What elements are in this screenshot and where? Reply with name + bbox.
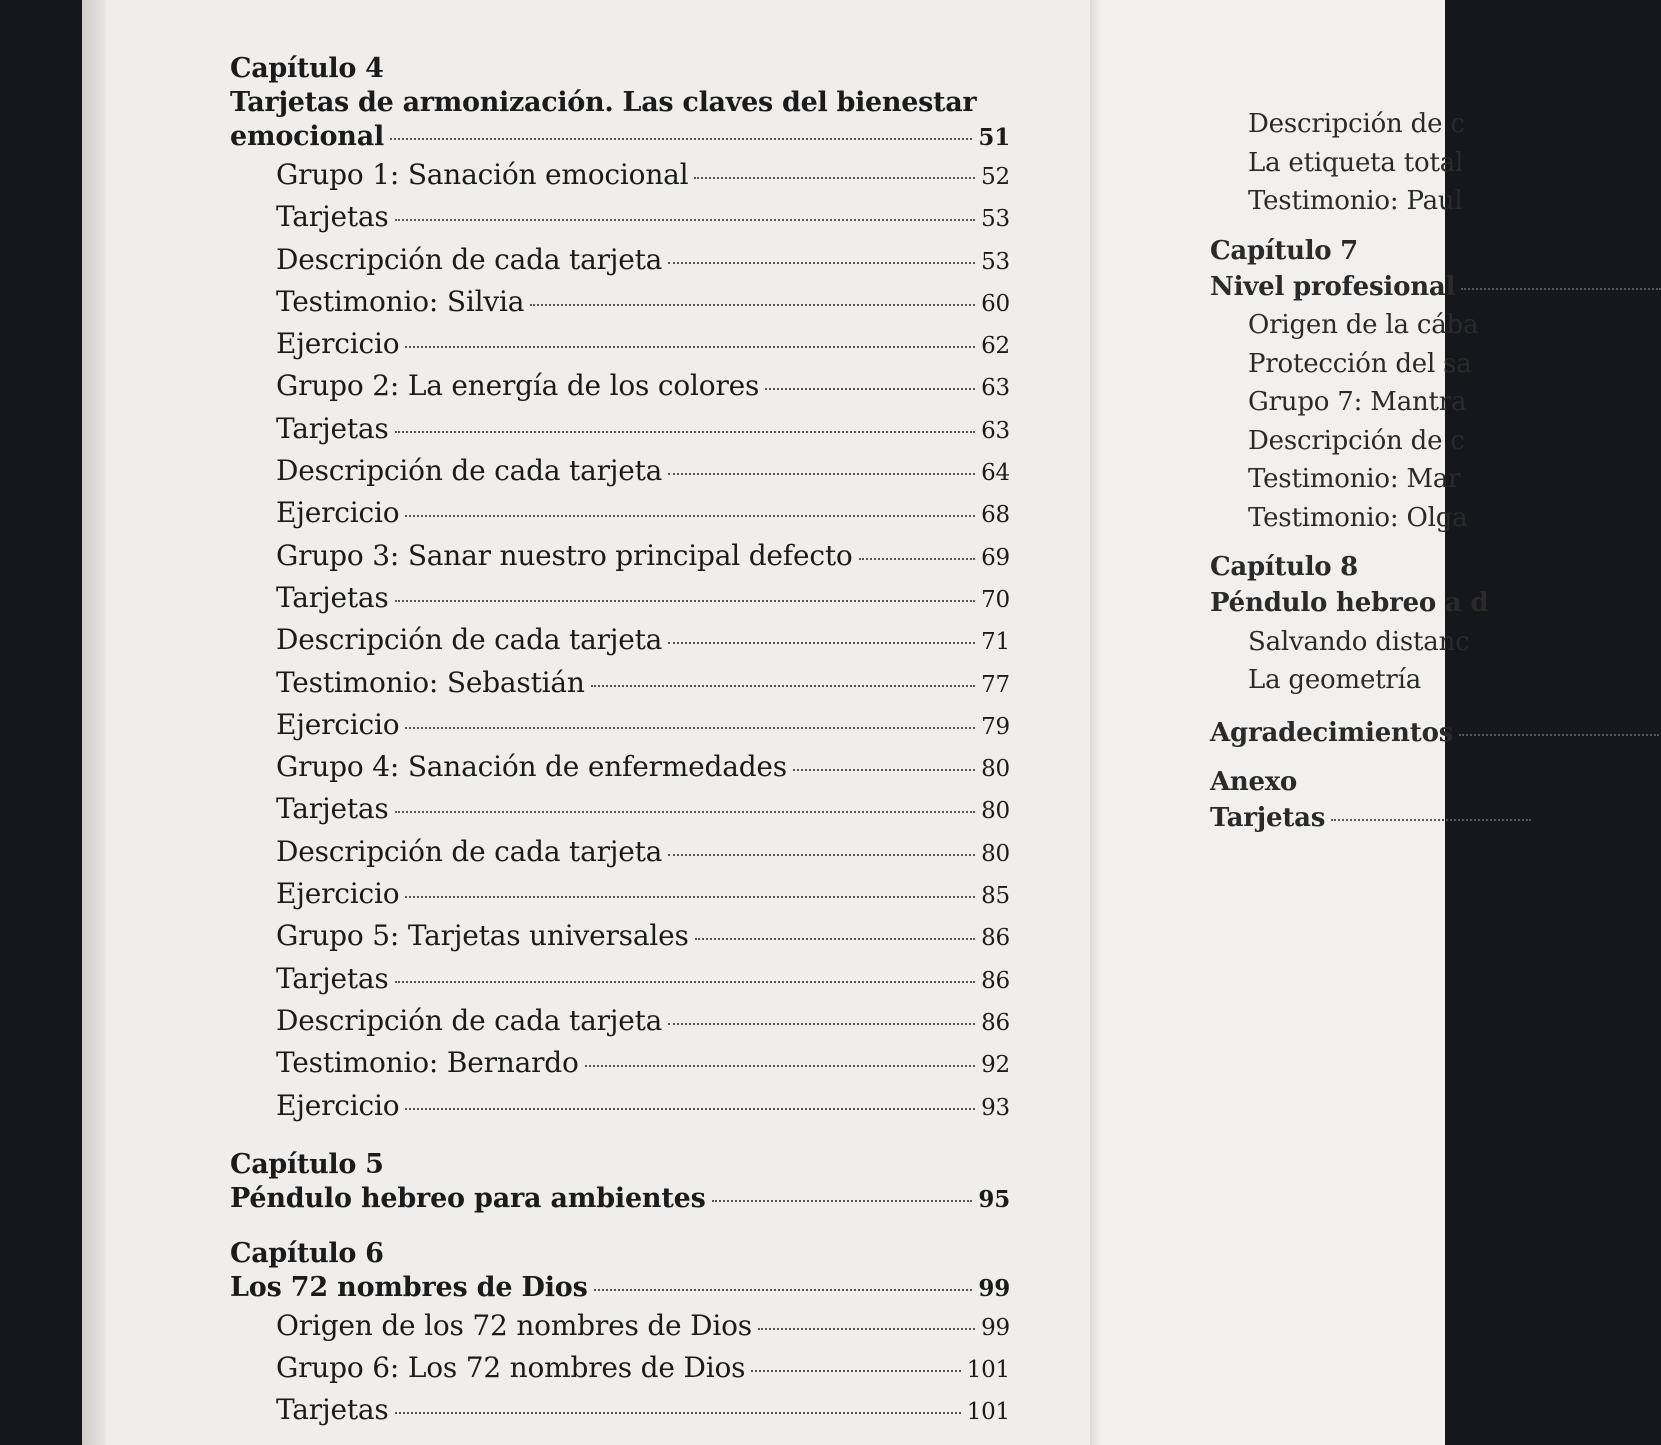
chapter-7-title: Nivel profesional <box>1210 271 1456 302</box>
toc-entry-title: Tarjetas <box>276 580 389 614</box>
toc-entry <box>230 409 1010 451</box>
page-edge-shadow <box>82 0 106 1445</box>
toc-entry-title: Grupo 1: Sanación emocional <box>276 158 689 191</box>
toc-entry <box>1210 623 1510 662</box>
toc-entry-title: Descripción de cada tarjeta <box>276 1003 663 1037</box>
dot-leader <box>712 1200 973 1202</box>
toc-entry-title: Tarjetas <box>276 961 389 995</box>
page-number: 86 <box>981 1009 1010 1036</box>
toc-entry <box>230 747 1010 789</box>
annex-title-row <box>1210 799 1510 838</box>
toc-entry-title: Descripción de cada tarjeta <box>276 834 663 868</box>
toc-entry <box>230 1306 1010 1348</box>
toc-entry <box>1210 345 1510 384</box>
book-gutter <box>1090 0 1102 1445</box>
page-number: 80 <box>981 840 1010 867</box>
toc-entry <box>1210 105 1510 144</box>
toc-entry-title: Ejercicio <box>276 1088 400 1122</box>
dot-leader <box>405 346 975 348</box>
toc-entry <box>230 493 1010 535</box>
toc-entry-title: Descripción de cada tarjeta <box>276 242 663 276</box>
toc-entry-title: Ejercicio <box>276 496 400 530</box>
page-number: 92 <box>981 1052 1010 1079</box>
toc-entry <box>230 1001 1010 1043</box>
toc-entry-title: Salvando distanc <box>1248 626 1470 657</box>
page-number: 99 <box>981 1314 1010 1341</box>
page-number: 62 <box>981 333 1010 360</box>
toc-entry <box>230 536 1010 578</box>
toc-entry <box>230 874 1010 916</box>
annex-title: Tarjetas <box>1210 803 1326 833</box>
annex-number: Anexo <box>1210 767 1297 797</box>
toc-entry-title: Descripción de cada tarjeta <box>276 623 663 657</box>
chapter-5-title-row <box>230 1182 1010 1217</box>
toc-entry <box>230 155 1010 197</box>
page-number: 86 <box>981 925 1010 952</box>
toc-entry <box>230 832 1010 874</box>
dot-leader <box>591 685 975 687</box>
toc-entry <box>230 620 1010 662</box>
toc-entry-title: Descripción de cada tarjeta <box>276 454 663 488</box>
chapter-7-number: Capítulo 7 <box>1210 235 1358 266</box>
dot-leader <box>390 138 972 140</box>
toc-entry <box>230 451 1010 493</box>
page-number: 101 <box>966 1399 1010 1426</box>
page-number: 80 <box>981 756 1010 783</box>
dot-leader <box>1459 734 1659 736</box>
chapter-4-title-row <box>230 120 1010 155</box>
acknowledgements-row <box>1210 714 1510 753</box>
dot-leader <box>395 811 976 813</box>
toc-entry <box>1210 661 1510 700</box>
toc-entry-title: Tarjetas <box>276 200 389 234</box>
toc-entry-title: Grupo 6: Los 72 nombres de Dios <box>276 1351 746 1385</box>
toc-entry <box>230 324 1010 366</box>
dot-leader <box>1461 288 1661 290</box>
page-number: 86 <box>981 967 1010 994</box>
toc-entry <box>1210 144 1510 183</box>
toc-entry-title: Testimonio: Olga <box>1248 502 1468 533</box>
dot-leader <box>668 642 975 644</box>
dot-leader <box>1331 819 1531 821</box>
dot-leader <box>395 431 976 433</box>
toc-entry-title: La geometría <box>1248 665 1422 695</box>
page-number: 63 <box>981 417 1010 444</box>
toc-entry <box>230 578 1010 620</box>
chapter-6-title-row <box>230 1271 1010 1306</box>
toc-entry-title: Origen de los 72 nombres de Dios <box>276 1308 752 1342</box>
toc-entry <box>1210 460 1510 499</box>
page-number: 101 <box>966 1357 1010 1384</box>
page-number: 52 <box>981 164 1010 190</box>
toc-entry-title: Tarjetas <box>276 792 389 826</box>
dot-leader <box>793 769 975 771</box>
toc-entry-title: Ejercicio <box>276 707 400 741</box>
dot-leader <box>765 388 975 390</box>
toc-entry <box>230 789 1010 831</box>
page-number: 79 <box>981 713 1010 740</box>
toc-entry <box>1210 306 1510 345</box>
chapter-4-number: Capítulo 4 <box>230 53 384 84</box>
toc-entry <box>230 705 1010 747</box>
dot-leader <box>585 1065 975 1067</box>
page-number: 60 <box>981 290 1010 317</box>
chapter-8-title-row <box>1210 584 1510 623</box>
dot-leader <box>668 854 975 856</box>
toc-entry-title: Descripción de c <box>1248 425 1465 456</box>
toc-entry <box>230 1390 1010 1432</box>
toc-entry <box>1210 499 1510 538</box>
toc-entry <box>230 663 1010 705</box>
page-number: 85 <box>981 883 1010 910</box>
acknowledgements-title: Agradecimientos <box>1210 717 1454 748</box>
dot-leader <box>395 1412 961 1414</box>
toc-entry-title: Grupo 2: La energía de los colores <box>276 369 760 403</box>
dot-leader <box>758 1328 975 1330</box>
page-number: 51 <box>978 124 1010 151</box>
toc-entry <box>230 282 1010 324</box>
toc-entry <box>230 366 1010 408</box>
dot-leader <box>395 981 976 983</box>
page-number: 71 <box>981 629 1010 656</box>
page-number: 93 <box>981 1094 1010 1121</box>
toc-entry-title: Grupo 3: Sanar nuestro principal defecto <box>276 538 853 572</box>
toc-entry-title: Origen de la cába <box>1248 310 1479 340</box>
dot-leader <box>405 1108 975 1110</box>
toc-entry-title: Descripción de c <box>1248 109 1465 139</box>
table-of-contents-left <box>230 52 1010 1433</box>
toc-entry-title: Testimonio: Bernardo <box>276 1046 579 1080</box>
toc-entry-title: Protección del sa <box>1248 348 1472 379</box>
dot-leader <box>405 515 975 517</box>
toc-entry-title: Grupo 4: Sanación de enfermedades <box>276 750 787 784</box>
dot-leader <box>668 473 975 475</box>
dot-leader <box>694 177 975 179</box>
toc-entry <box>230 916 1010 958</box>
toc-entry-title: Ejercicio <box>276 327 400 361</box>
page-number: 63 <box>981 375 1010 402</box>
toc-entry-title: Grupo 5: Tarjetas universales <box>276 919 689 953</box>
chapter-7-title-row <box>1210 268 1510 307</box>
dot-leader <box>405 727 975 729</box>
toc-entry <box>230 240 1010 282</box>
page-number: 80 <box>981 798 1010 825</box>
dot-leader <box>695 938 976 940</box>
chapter-8-number: Capítulo 8 <box>1210 552 1358 582</box>
chapter-8-title: Péndulo hebreo a d <box>1210 588 1489 618</box>
toc-entry <box>230 1043 1010 1085</box>
toc-entry <box>230 1348 1010 1390</box>
page-number: 53 <box>981 206 1010 233</box>
chapter-5-number: Capítulo 5 <box>230 1148 384 1180</box>
page-number: 77 <box>981 671 1010 698</box>
chapter-6-number: Capítulo 6 <box>230 1237 384 1269</box>
dot-leader <box>594 1289 973 1291</box>
toc-entry-title: Tarjetas <box>276 411 389 445</box>
toc-entry <box>230 1086 1010 1128</box>
toc-entry <box>230 197 1010 239</box>
dot-leader <box>395 600 976 602</box>
toc-entry-title: Testimonio: Silvia <box>276 284 525 318</box>
table-of-contents-right <box>1210 105 1510 838</box>
dot-leader <box>859 558 976 560</box>
page-number: 99 <box>978 1274 1010 1302</box>
toc-entry <box>1210 182 1510 221</box>
chapter-4-title-line2: emocional <box>230 121 385 152</box>
toc-entry-title: Grupo 7: Mantra <box>1248 387 1467 417</box>
chapter-6-title: Los 72 nombres de Dios <box>230 1271 588 1303</box>
toc-entry-title: Tarjetas <box>276 1393 389 1427</box>
dot-leader <box>530 304 975 306</box>
page-number: 95 <box>978 1185 1010 1213</box>
dot-leader <box>395 219 976 221</box>
chapter-5-title: Péndulo hebreo para ambientes <box>230 1182 706 1214</box>
chapter-4-title-line1: Tarjetas de armonización. Las claves del bienestar <box>230 87 977 118</box>
dot-leader <box>668 262 975 264</box>
toc-entry <box>1210 383 1510 422</box>
dot-leader <box>668 1023 975 1025</box>
toc-entry-title: Testimonio: Mar <box>1248 464 1461 494</box>
page-number: 53 <box>981 248 1010 275</box>
page-number: 64 <box>981 460 1010 487</box>
page-number: 69 <box>981 544 1010 571</box>
page-number: 70 <box>981 586 1010 613</box>
dot-leader <box>751 1370 960 1372</box>
page-number: 68 <box>981 502 1010 529</box>
toc-entry-title: Ejercicio <box>276 877 400 911</box>
toc-entry-title: Testimonio: Paul <box>1248 186 1463 216</box>
dot-leader <box>405 896 975 898</box>
toc-entry <box>230 959 1010 1001</box>
toc-entry <box>1210 422 1510 461</box>
toc-entry-title: La etiqueta total <box>1248 147 1464 178</box>
toc-entry-title: Testimonio: Sebastián <box>276 665 585 699</box>
